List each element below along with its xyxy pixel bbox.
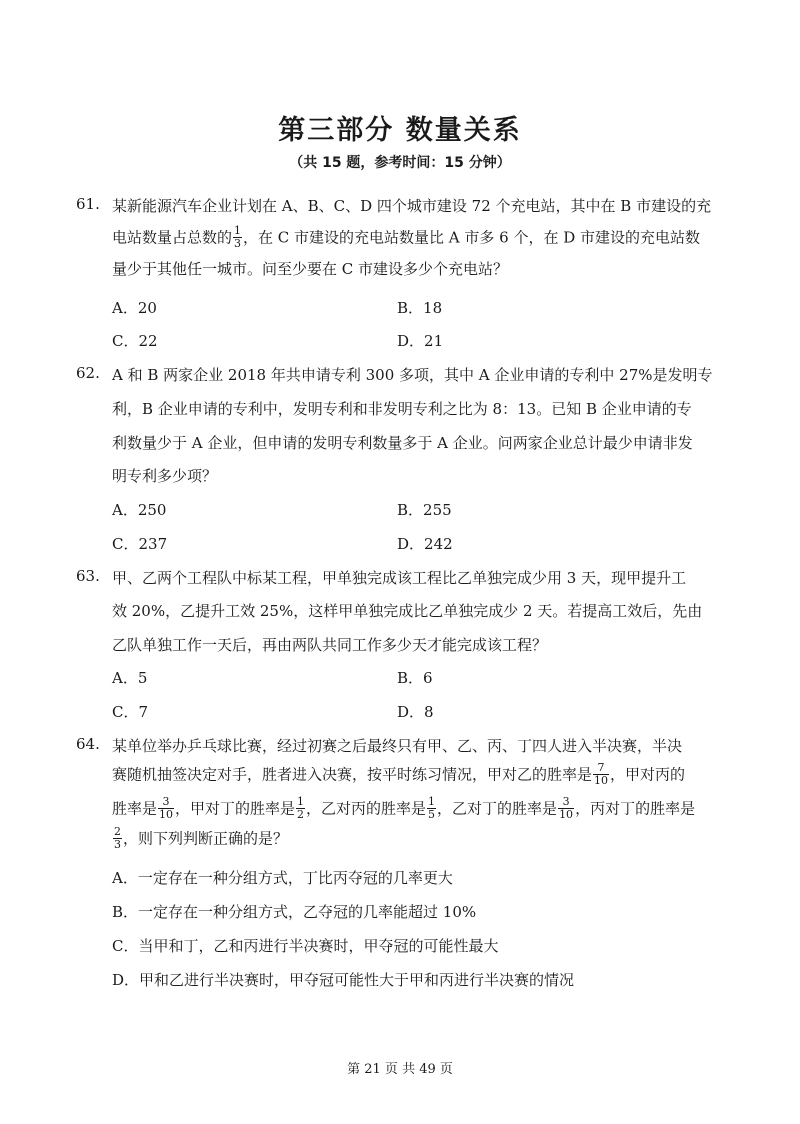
fraction-denominator: 10 (594, 774, 609, 787)
question-text-line: 明专利多少项？ (112, 467, 218, 485)
option-a[interactable]: A．5 (112, 669, 148, 687)
fraction-denominator: 10 (559, 808, 574, 821)
fraction (427, 796, 436, 821)
question-number: 61. (76, 195, 100, 213)
question-number: 64. (76, 735, 100, 753)
text-segment: 电站数量占总数的 (112, 228, 233, 247)
question-text-line: 量少于其他任一城市。问至少要在 C 市建设多少个充电站？ (112, 260, 509, 278)
question-text-line: 某单位举办乒乓球比赛，经过初赛之后最终只有甲、乙、丙、丁四人进入半决赛，半决 (112, 737, 683, 755)
fraction-denominator: 5 (428, 808, 436, 821)
question-text-line (112, 797, 695, 822)
fraction (233, 225, 242, 250)
page-title: 第三部分 数量关系 (278, 115, 522, 146)
text-segment: ，在 C 市建设的充电站数量比 A 市多 6 个，在 D 市建设的充电站数 (243, 228, 701, 247)
fraction-denominator: 3 (114, 838, 121, 851)
option-c[interactable]: C．当甲和丁，乙和丙进行半决赛时，甲夺冠的可能性最大 (112, 937, 499, 955)
option-c[interactable]: C．237 (112, 535, 168, 553)
fraction (558, 796, 574, 821)
text-segment: ，乙对丙的胜率是 (306, 799, 427, 818)
option-b[interactable]: B．18 (397, 299, 443, 317)
option-b[interactable]: B．255 (397, 501, 452, 519)
question-number: 63. (76, 567, 100, 585)
fraction-numerator: 1 (297, 795, 305, 808)
question-text-line (112, 763, 685, 788)
option-d[interactable]: D．8 (397, 703, 434, 721)
text-segment: 赛随机抽签决定对手，胜者进入决赛，按平时练习情况，甲对乙的胜率是 (112, 765, 593, 784)
fraction-denominator: 2 (297, 808, 305, 821)
question-text-line: 某新能源汽车企业计划在 A、B、C、D 四个城市建设 72 个充电站，其中在 B 市建设的充 (112, 197, 712, 215)
question-text-line: 甲、乙两个工程队中标某工程，甲单独完成该工程比乙单独完成少用 3 天，现甲提升工 (112, 569, 687, 587)
option-a[interactable]: A．250 (112, 501, 167, 519)
option-a[interactable]: A．一定存在一种分组方式，丁比丙夺冠的几率更大 (112, 869, 453, 887)
option-a[interactable]: A．20 (112, 299, 157, 317)
option-b[interactable]: B．一定存在一种分组方式，乙夺冠的几率能超过 10% (112, 903, 477, 921)
fraction (158, 796, 174, 821)
option-b[interactable]: B．6 (397, 669, 433, 687)
text-segment: ，乙对丁的胜率是 (437, 799, 558, 818)
fraction-denominator: 3 (234, 237, 242, 250)
fraction-numerator: 7 (593, 762, 609, 775)
page-footer: 第 21 页 共 49 页 (347, 1062, 453, 1077)
text-segment: ，丙对丁的胜率是 (575, 799, 696, 818)
fraction-numerator: 2 (114, 825, 121, 838)
text-segment: ，甲对丙的 (610, 765, 686, 784)
fraction-numerator: 1 (234, 224, 242, 237)
question-text-line: 效 20%，乙提升工效 25%，这样甲单独完成比乙单独完成少 2 天。若提高工效后，先由 (112, 602, 703, 620)
option-d[interactable]: D．21 (397, 332, 444, 350)
fraction (593, 762, 609, 787)
fraction-numerator: 3 (158, 796, 174, 809)
page-subtitle: （共 15 题，参考时间：15 分钟） (289, 155, 511, 171)
question-text-line: 利数量少于 A 企业，但申请的发明专利数量多于 A 企业。问两家企业总计最少申请非发 (112, 434, 693, 452)
question-number: 62. (76, 364, 100, 382)
option-c[interactable]: C．22 (112, 332, 158, 350)
text-segment: 胜率是 (112, 799, 158, 818)
fraction-denominator: 10 (159, 808, 174, 821)
question-text-line: 乙队单独工作一天后，再由两队共同工作多少天才能完成该工程？ (112, 636, 548, 654)
text-segment: ，甲对丁的胜率是 (175, 799, 296, 818)
option-d[interactable]: D．242 (397, 535, 453, 553)
question-text-line: A 和 B 两家企业 2018 年共申请专利 300 多项，其中 A 企业申请的专利中 27%是发明专 (112, 366, 713, 384)
question-text-line: 利，B 企业申请的专利中，发明专利和非发明专利之比为 8：13。已知 B 企业申请的专 (112, 400, 692, 418)
question-text-line (112, 226, 700, 251)
fraction-numerator: 3 (558, 796, 574, 809)
fraction-numerator: 1 (428, 795, 436, 808)
fraction (113, 826, 122, 851)
text-segment: ，则下列判断正确的是？ (123, 829, 289, 848)
question-text-line (112, 827, 288, 852)
option-c[interactable]: C．7 (112, 703, 149, 721)
fraction (296, 796, 305, 821)
option-d[interactable]: D．甲和乙进行半决赛时，甲夺冠可能性大于甲和丙进行半决赛的情况 (112, 971, 575, 989)
